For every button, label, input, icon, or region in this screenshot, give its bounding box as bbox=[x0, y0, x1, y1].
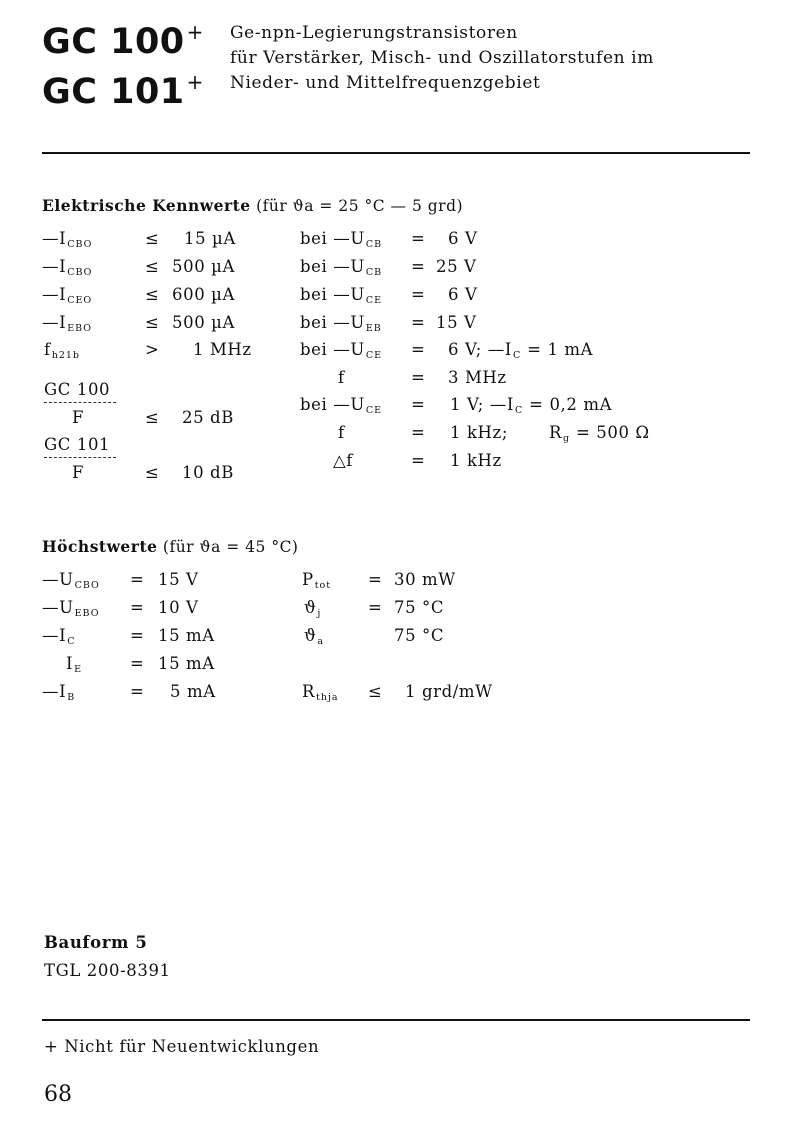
limit-relation: = bbox=[130, 682, 145, 701]
limit-value: 10 V bbox=[158, 598, 199, 617]
param-condition: bei $—U_{CB}$ bbox=[300, 229, 383, 250]
param-symbol: $f_{h21b}$ bbox=[44, 340, 81, 361]
limit-relation: = bbox=[130, 654, 145, 673]
param-relation: ≤ bbox=[145, 313, 160, 332]
model-mark: + bbox=[186, 70, 204, 94]
limit-symbol: $—I_B$ bbox=[42, 682, 76, 703]
bandwidth-relation: = bbox=[411, 451, 426, 470]
param-symbol: $—I_{CEO}$ bbox=[42, 285, 93, 306]
condition-relation: = bbox=[411, 285, 426, 304]
fraction-line bbox=[44, 457, 116, 458]
limit-symbol: $R_{thja}$ bbox=[302, 682, 339, 703]
frequency-symbol: f bbox=[338, 423, 345, 442]
hoechstwerte-heading: Höchstwerte (für ϑa = 45 °C) bbox=[42, 537, 299, 556]
model-label: GC 101 bbox=[44, 435, 111, 454]
condition-relation: = bbox=[411, 257, 426, 276]
noise-relation: ≤ bbox=[145, 463, 160, 482]
tgl-standard: TGL 200-8391 bbox=[44, 961, 171, 980]
param-value: 500 µA bbox=[172, 313, 235, 332]
noise-value: 10 dB bbox=[182, 463, 234, 482]
limit-relation: = bbox=[130, 626, 145, 645]
limit-symbol: $—I_C$ bbox=[42, 626, 76, 647]
param-relation: ≤ bbox=[145, 285, 160, 304]
condition-relation: = bbox=[411, 313, 426, 332]
noise-condition: bei $—U_{CE}$ bbox=[300, 395, 383, 416]
param-relation: ≤ bbox=[145, 257, 160, 276]
param-condition: bei $—U_{CE}$ bbox=[300, 285, 383, 306]
param-value: 15 µA bbox=[184, 229, 236, 248]
noise-relation: ≤ bbox=[145, 408, 160, 427]
limit-symbol: $—U_{EBO}$ bbox=[42, 598, 100, 619]
footnote: + Nicht für Neuentwicklungen bbox=[44, 1037, 320, 1056]
limit-value: 75 °C bbox=[394, 626, 445, 645]
frequency-relation: = bbox=[411, 423, 426, 442]
param-value: 1 MHz bbox=[193, 340, 252, 359]
limit-value: 15 V bbox=[158, 570, 199, 589]
condition-value: 6 V bbox=[448, 285, 478, 304]
limit-value: 15 mA bbox=[158, 654, 215, 673]
limit-relation: = bbox=[368, 570, 383, 589]
param-value: 600 µA bbox=[172, 285, 235, 304]
frequency-relation: = bbox=[411, 368, 426, 387]
limit-relation: = bbox=[130, 570, 145, 589]
param-condition: bei $—U_{CB}$ bbox=[300, 257, 383, 278]
kennwerte-heading: Elektrische Kennwerte (für ϑa = 25 °C — 5 grd) bbox=[42, 196, 464, 215]
bauform-label: Bauform 5 bbox=[44, 933, 148, 952]
frequency-value: 3 MHz bbox=[448, 368, 507, 387]
condition-value: 15 V bbox=[436, 313, 477, 332]
frequency-symbol: f bbox=[338, 368, 345, 387]
param-symbol: $—I_{EBO}$ bbox=[42, 313, 93, 334]
limit-value: 30 mW bbox=[394, 570, 456, 589]
bandwidth-symbol: △f bbox=[333, 451, 353, 470]
param-condition: bei $—U_{EB}$ bbox=[300, 313, 382, 334]
frequency-value: 1 kHz; bbox=[450, 423, 508, 442]
limit-value: 75 °C bbox=[394, 598, 445, 617]
source-resistance: $R_g = 500$ Ω bbox=[549, 423, 650, 444]
param-symbol: $—I_{CBO}$ bbox=[42, 257, 93, 278]
param-condition: bei $—U_{CE}$ bbox=[300, 340, 383, 361]
limit-symbol: $I_E$ bbox=[66, 654, 83, 675]
description-line: für Verstärker, Misch- und Oszillatorstufen im bbox=[230, 48, 654, 68]
description-line: Ge-npn-Legierungstransistoren bbox=[230, 23, 518, 43]
model-title-gc100: GC 100 + bbox=[42, 20, 204, 62]
bottom-rule bbox=[42, 1019, 750, 1021]
condition-relation: = bbox=[411, 229, 426, 248]
param-value: 500 µA bbox=[172, 257, 235, 276]
limit-symbol: $P_{tot}$ bbox=[302, 570, 332, 591]
param-relation: ≤ bbox=[145, 229, 160, 248]
page-number: 68 bbox=[44, 1082, 72, 1107]
fraction-line bbox=[44, 402, 116, 403]
condition-value: 6 V bbox=[448, 229, 478, 248]
param-symbol: $—I_{CBO}$ bbox=[42, 229, 93, 250]
limit-relation: = bbox=[130, 598, 145, 617]
bandwidth-value: 1 kHz bbox=[450, 451, 502, 470]
description bbox=[230, 21, 654, 96]
model-label: GC 100 bbox=[44, 380, 111, 399]
limit-value: 15 mA bbox=[158, 626, 215, 645]
condition-relation: = bbox=[411, 395, 426, 414]
limit-relation: ≤ bbox=[368, 682, 383, 701]
top-rule bbox=[42, 152, 750, 154]
param-relation: > bbox=[145, 340, 160, 359]
limit-relation: = bbox=[368, 598, 383, 617]
limit-value: 1 grd/mW bbox=[405, 682, 493, 701]
limit-symbol: $ϑ_a$ bbox=[304, 626, 325, 647]
condition-value: 1 V; $—I_C = 0,2$ mA bbox=[450, 395, 613, 416]
model-title-gc101: GC 101 + bbox=[42, 70, 204, 112]
limit-symbol: $ϑ_j$ bbox=[304, 598, 322, 619]
condition-value: 6 V; $—I_C = 1$ mA bbox=[448, 340, 594, 361]
limit-symbol: $—U_{CBO}$ bbox=[42, 570, 100, 591]
description-line: Nieder- und Mittelfrequenzgebiet bbox=[230, 73, 541, 93]
condition-value: 25 V bbox=[436, 257, 477, 276]
condition-relation: = bbox=[411, 340, 426, 359]
noise-value: 25 dB bbox=[182, 408, 234, 427]
noise-symbol: F bbox=[72, 408, 85, 427]
limit-value: 5 mA bbox=[170, 682, 216, 701]
noise-symbol: F bbox=[72, 463, 85, 482]
model-mark: + bbox=[186, 20, 204, 44]
